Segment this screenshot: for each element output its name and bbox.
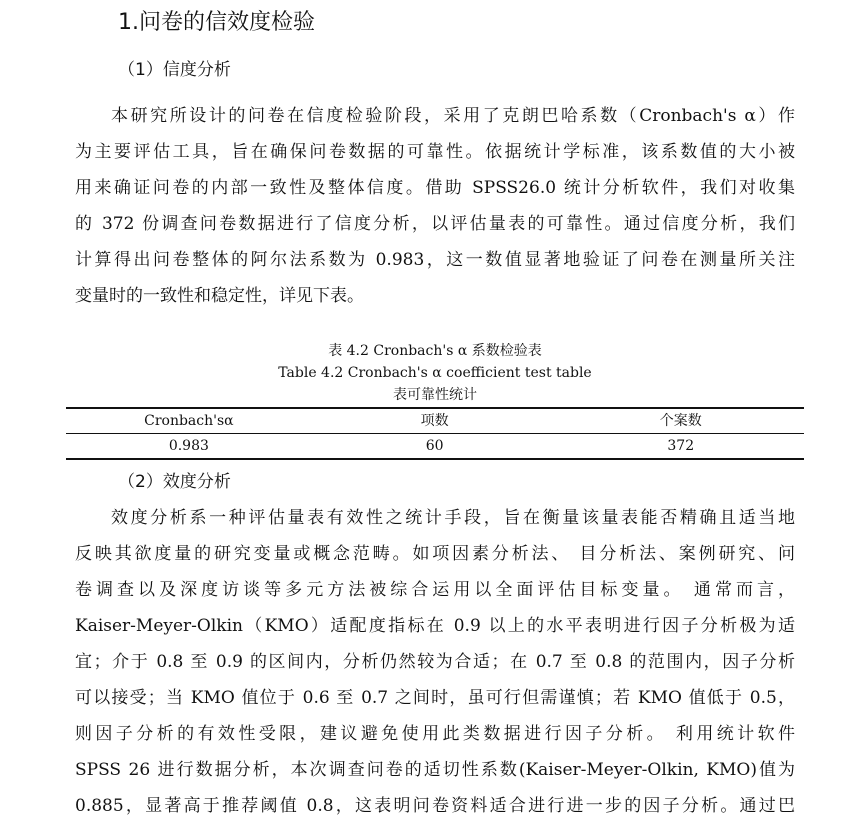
reliability-statistics-table (66, 407, 804, 460)
paragraph-line: 反映其欲度量的研究变量或概念范畴。如项因素分析法、 目分析法、案例研究、问 (75, 544, 795, 564)
paragraph-line: 计算得出问卷整体的阿尔法系数为 0.983，这一数值显著地验证了问卷在测量所关注 (75, 250, 795, 270)
paragraph-line: Kaiser-Meyer-Olkin（KMO）适配度指标在 0.9 以上的水平表明进行因子分析极为适 (75, 616, 795, 636)
table-cell: 372 (558, 434, 805, 460)
table-header-cell: 项数 (312, 408, 558, 434)
table-header-cell: 个案数 (558, 408, 805, 434)
table-header-cell: Cronbach'sα (66, 408, 312, 434)
paragraph-line: 可以接受；当 KMO 值位于 0.6 至 0.7 之间时，虽可行但需谨慎；若 KMO 值低于 0.5， (75, 688, 795, 708)
validity-paragraph (75, 500, 795, 824)
validity-heading: （2）效度分析 (118, 472, 231, 492)
table-row (66, 434, 804, 460)
paragraph-line: 变量时的一致性和稳定性，详见下表。 (75, 286, 364, 306)
paragraph-line: 用来确证问卷的内部一致性及整体信度。借助 SPSS26.0 统计分析软件，我们对收集 (75, 178, 795, 198)
table-caption-chinese: 表 4.2 Cronbach's α 系数检验表 (328, 343, 542, 359)
table-subtitle: 表可靠性统计 (393, 387, 477, 403)
table-cell: 60 (312, 434, 558, 460)
paragraph-line: 本研究所设计的问卷在信度检验阶段，采用了克朗巴哈系数（Cronbach's α）作 (111, 106, 795, 126)
paragraph-line: 卷调查以及深度访谈等多元方法被综合运用以全面评估目标变量。 通常而言， (75, 580, 795, 600)
reliability-heading: （1）信度分析 (118, 60, 231, 80)
paragraph-line: 为主要评估工具，旨在确保问卷数据的可靠性。依据统计学标准，该系数值的大小被 (75, 142, 795, 162)
paragraph-line: SPSS 26 进行数据分析，本次调查问卷的适切性系数(Kaiser-Meyer-Olkin, KMO)值为 (75, 760, 795, 780)
paragraph-line: 宜；介于 0.8 至 0.9 的区间内，分析仍然较为合适；在 0.7 至 0.8 的范围内，因子分析 (75, 652, 795, 672)
paragraph-line: 的 372 份调查问卷数据进行了信度分析，以评估量表的可靠性。通过信度分析，我们 (75, 214, 795, 234)
paragraph-line: 则因子分析的有效性受限，建议避免使用此类数据进行因子分析。 利用统计软件 (75, 724, 795, 744)
reliability-paragraph (75, 98, 795, 314)
table-header-row (66, 408, 804, 434)
table-caption-english: Table 4.2 Cronbach's α coefficient test table (278, 365, 592, 381)
section-title: 1.问卷的信效度检验 (118, 10, 315, 35)
paragraph-line: 效度分析系一种评估量表有效性之统计手段，旨在衡量该量表能否精确且适当地 (111, 508, 795, 528)
paragraph-line: 0.885，显著高于推荐阈值 0.8，这表明问卷资料适合进行进一步的因子分析。通过巴 (75, 796, 795, 816)
table-cell: 0.983 (66, 434, 312, 460)
